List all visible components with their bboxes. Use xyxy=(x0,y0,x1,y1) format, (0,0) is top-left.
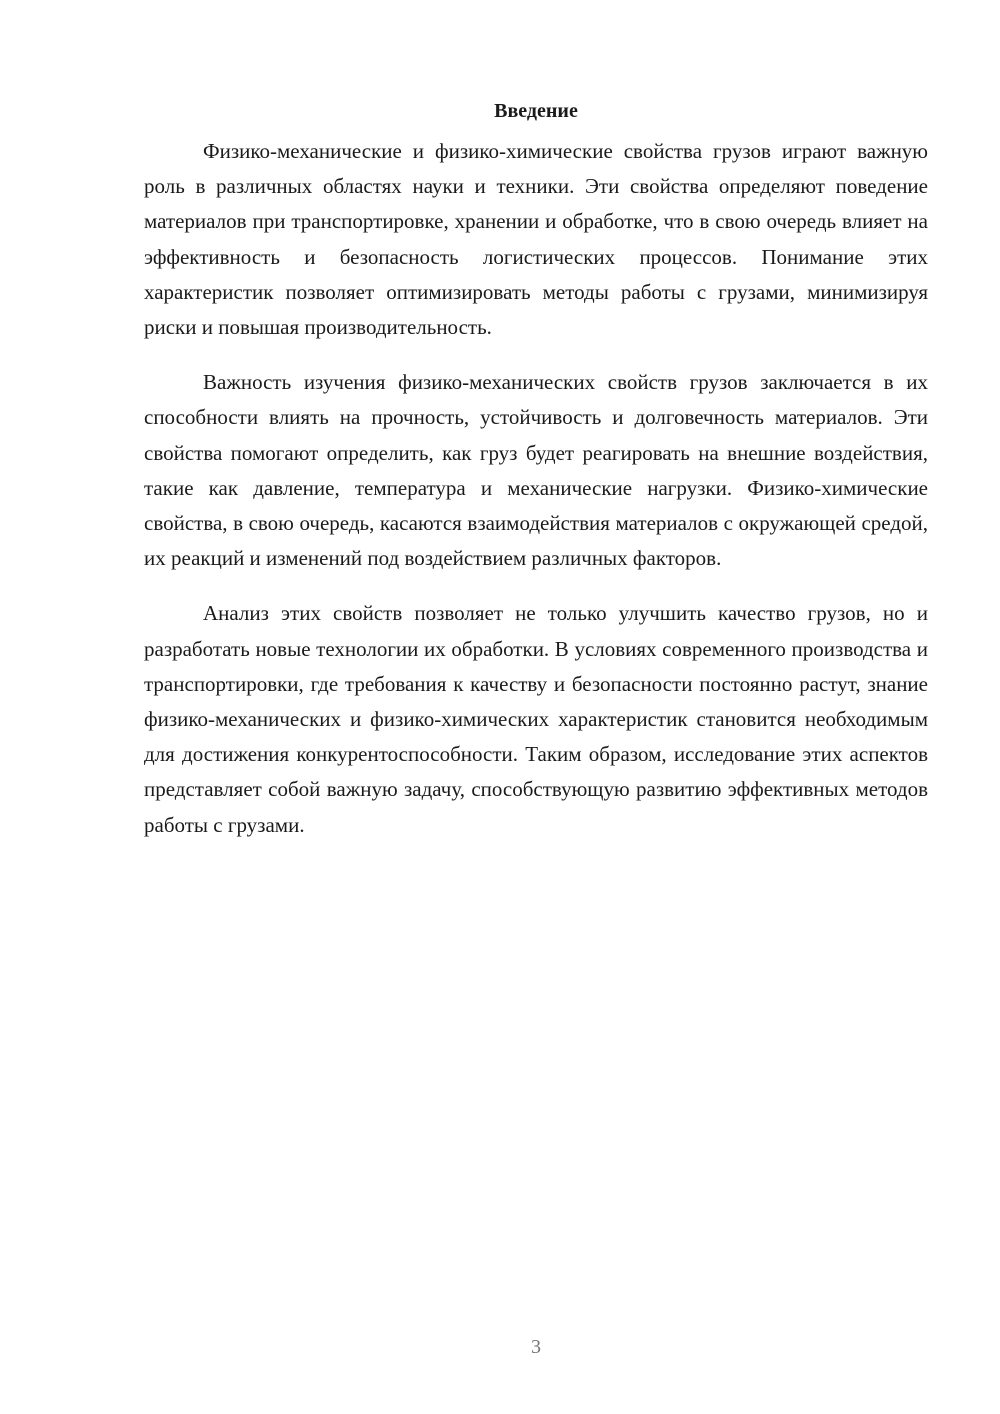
paragraph-1: Физико-механические и физико-химические свойства грузов играют важную роль в различных областях науки и техники. Эти свойства определяют поведение материалов при транспортировке, хранении и обработке, что в свою очередь влияет на эффективность и безопасность логистических процессов. Понимание этих характеристик позволяет оптимизировать методы работы с грузами, минимизируя риски и повышая производительность. xyxy=(144,139,928,340)
page-content xyxy=(144,94,928,843)
page-number: 3 xyxy=(531,1336,541,1358)
paragraph-3: Анализ этих свойств позволяет не только улучшить качество грузов, но и разработать новые технологии их обработки. В условиях современного производства и транспортировки, где требования к качеству и безопасности постоянно растут, знание физико-механических и физико-химических характеристик становится необходимым для достижения конкурентоспособности. Таким образом, исследование этих аспектов представляет собой важную задачу, способствующую развитию эффективных методов работы с грузами. xyxy=(144,601,928,837)
section-title: Введение xyxy=(494,100,578,122)
paragraph-2: Важность изучения физико-механических свойств грузов заключается в их способности влиять на прочность, устойчивость и долговечность материалов. Эти свойства помогают определить, как груз будет реагировать на внешние воздействия, такие как давление, температура и механические нагрузки. Физико-химические свойства, в свою очередь, касаются взаимодействия материалов с окружающей средой, их реакций и изменений под воздействием различных факторов. xyxy=(144,370,928,571)
